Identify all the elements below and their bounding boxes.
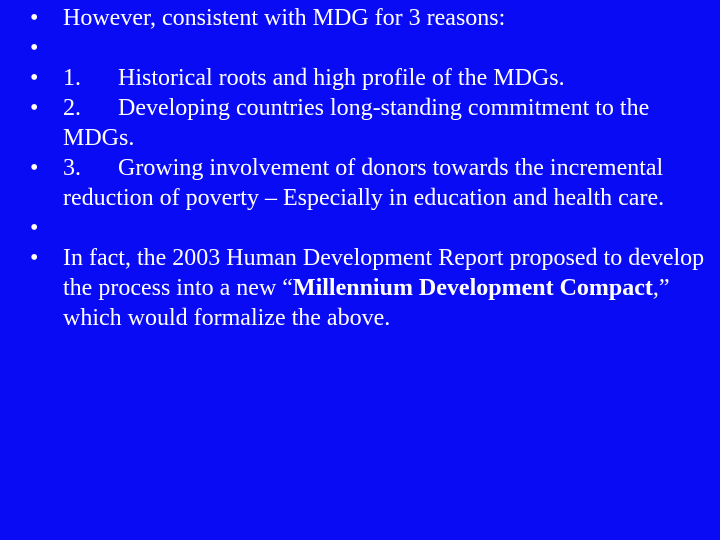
- compact-name-bold: Millennium Development Compact: [292, 275, 653, 301]
- bullet-item-intro: [0, 3, 720, 33]
- bullet-item-empty: [0, 33, 720, 63]
- bullet-icon: •: [30, 95, 39, 121]
- bullet-icon: •: [30, 215, 39, 241]
- reason-number: 1.: [63, 65, 81, 91]
- bullet-icon: •: [30, 35, 39, 61]
- bullet-icon: •: [30, 5, 39, 31]
- reason-number: 3.: [63, 155, 81, 181]
- bullet-item-empty: [0, 213, 720, 243]
- bullet-icon: •: [30, 155, 39, 181]
- bullet-item-reason-3: [0, 153, 720, 213]
- bullet-item-hdr-2003: [0, 243, 720, 333]
- bullet-item-reason-2: [0, 93, 720, 153]
- bullet-icon: •: [30, 65, 39, 91]
- bullet-text: Growing involvement of donors towards the incremental reduction of poverty – Especially in education and health care.: [63, 155, 665, 211]
- bullet-text: However, consistent with MDG for 3 reasons:: [63, 5, 506, 31]
- bullet-text-after: ,” which would formalize the above.: [63, 275, 670, 331]
- bullet-icon: •: [30, 245, 39, 271]
- bullet-text-before: In fact, the 2003 Human Development Report proposed to develop the process into a new “: [63, 245, 705, 301]
- bullet-text: Historical roots and high profile of the MDGs.: [118, 65, 565, 91]
- bullet-text: Developing countries long-standing commitment to the MDGs.: [63, 95, 650, 151]
- bullet-item-reason-1: [0, 63, 720, 93]
- reason-number: 2.: [63, 95, 81, 121]
